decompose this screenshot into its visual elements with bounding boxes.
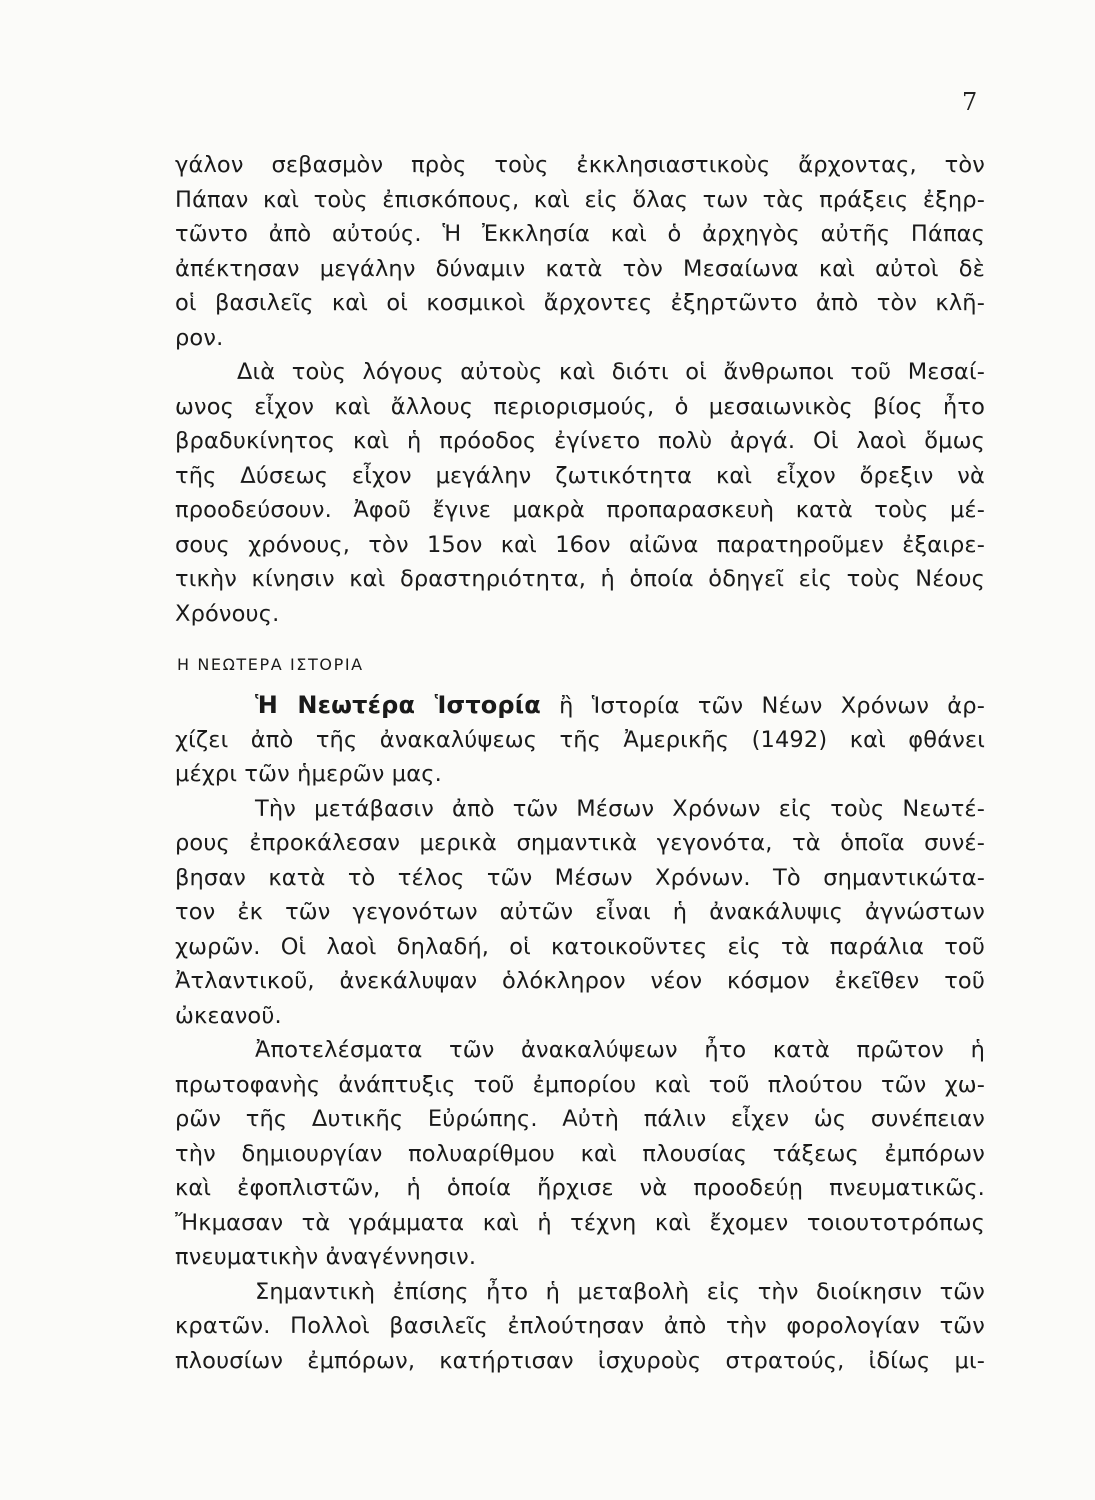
text-line: Τὴν μετάβασιν ἀπὸ τῶν Μέσων Χρόνων εἰς τοὺς Νεωτέ- <box>255 795 985 822</box>
section-heading: Η ΝΕΩΤΕΡΑ ΙΣΤΟΡΙΑ <box>177 655 364 674</box>
text-line: ρους ἐπροκάλεσαν μερικὰ σημαντικὰ γεγονότα, τὰ ὁποῖα συνέ- <box>175 830 985 856</box>
text-line: Ἤκμασαν τὰ γράμματα καὶ ἡ τέχνη καὶ ἔχομεν τοιουτοτρόπως <box>175 1209 985 1236</box>
text-line: χωρῶν. Οἱ λαοὶ δηλαδή, οἱ κατοικοῦντες εἰς τὰ παράλια τοῦ <box>175 933 985 960</box>
text-line: τῶντο ἀπὸ αὐτούς. Ἡ Ἐκκλησία καὶ ὁ ἀρχηγὸς αὐτῆς Πάπας <box>175 221 985 247</box>
text-line: καὶ ἐφοπλιστῶν, ἡ ὁποία ἤρχισε νὰ προοδεύῃ πνευματικῶς. <box>175 1175 985 1201</box>
section-two-text <box>175 688 985 1378</box>
text-line: τῆς Δύσεως εἶχον μεγάλην ζωτικότητα καὶ εἶχον ὄρεξιν νὰ <box>175 462 985 489</box>
text-line: ἀπέκτησαν μεγάλην δύναμιν κατὰ τὸν Μεσαίωνα καὶ αὐτοὶ δὲ <box>175 255 985 282</box>
section-one-text <box>175 148 985 631</box>
text-line: Σημαντικὴ ἐπίσης ἦτο ἡ μεταβολὴ εἰς τὴν διοίκησιν τῶν <box>255 1278 985 1305</box>
bold-term: Ἡ Νεωτέρα Ἱστορία <box>255 691 541 719</box>
text-line: πρωτοφανὴς ἀνάπτυξις τοῦ ἐμπορίου καὶ τοῦ πλούτου τῶν χω- <box>175 1071 985 1098</box>
text-line: ρῶν τῆς Δυτικῆς Εὐρώπης. Αὐτὴ πάλιν εἶχεν ὡς συνέπειαν <box>175 1106 985 1132</box>
text-line: Ἀποτελέσματα τῶν ἀνακαλύψεων ἦτο κατὰ πρῶτον ἡ <box>255 1037 985 1063</box>
text-line: βησαν κατὰ τὸ τέλος τῶν Μέσων Χρόνων. Τὸ σημαντικώτα- <box>175 864 985 891</box>
text-line: Πάπαν καὶ τοὺς ἐπισκόπους, καὶ εἰς ὅλας των τὰς πράξεις ἐξηρ- <box>175 186 985 213</box>
text-line: προοδεύσουν. Ἀφοῦ ἔγινε μακρὰ προπαρασκευὴ κατὰ τοὺς μέ- <box>175 497 985 523</box>
text-line: μέχρι τῶν ἡμερῶν μας. <box>175 761 442 787</box>
text-line: γάλον σεβασμὸν πρὸς τοὺς ἐκκλησιαστικοὺς ἄρχοντας, τὸν <box>175 152 985 178</box>
text-line: οἱ βασιλεῖς καὶ οἱ κοσμικοὶ ἄρχοντες ἐξηρτῶντο ἀπὸ τὸν κλῆ- <box>175 290 985 316</box>
text-line: σους χρόνους, τὸν 15ον καὶ 16ον αἰῶνα παρατηροῦμεν ἐξαιρε- <box>175 531 985 558</box>
text-line: ὠκεανοῦ. <box>175 1002 282 1029</box>
text-line <box>175 688 985 723</box>
text-line: χίζει ἀπὸ τῆς ἀνακαλύψεως τῆς Ἀμερικῆς (1492) καὶ φθάνει <box>175 726 985 753</box>
text-line: κρατῶν. Πολλοὶ βασιλεῖς ἐπλούτησαν ἀπὸ τὴν φορολογίαν τῶν <box>175 1313 985 1339</box>
text-line: τικὴν κίνησιν καὶ δραστηριότητα, ἡ ὁποία ὁδηγεῖ εἰς τοὺς Νέους <box>175 566 985 592</box>
text-run: ἢ Ἱστορία τῶν Νέων Χρόνων ἀρ- <box>540 693 985 719</box>
text-line: πνευματικὴν ἀναγέννησιν. <box>175 1244 477 1270</box>
text-line: τὴν δημιουργίαν πολυαρίθμου καὶ πλουσίας τάξεως ἐμπόρων <box>175 1140 985 1167</box>
text-line: Ἀτλαντικοῦ, ἀνεκάλυψαν ὁλόκληρον νέον κόσμον ἐκεῖθεν τοῦ <box>175 968 985 994</box>
text-line: πλουσίων ἐμπόρων, κατήρτισαν ἰσχυροὺς στρατούς, ἰδίως μι- <box>175 1347 985 1374</box>
text-line: βραδυκίνητος καὶ ἡ πρόοδος ἐγίνετο πολὺ ἀργά. Οἱ λαοὶ ὅμως <box>175 428 985 454</box>
text-line: ρον. <box>175 324 224 351</box>
text-line: Διὰ τοὺς λόγους αὐτοὺς καὶ διότι οἱ ἄνθρωποι τοῦ Μεσαί- <box>237 359 985 385</box>
page-number: 7 <box>962 88 978 116</box>
text-line: τον ἐκ τῶν γεγονότων αὐτῶν εἶναι ἡ ἀνακάλυψις ἀγνώστων <box>175 899 985 925</box>
text-line: ωνος εἶχον καὶ ἄλλους περιορισμούς, ὁ μεσαιωνικὸς βίος ἦτο <box>175 393 985 420</box>
text-line: Χρόνους. <box>175 600 280 627</box>
